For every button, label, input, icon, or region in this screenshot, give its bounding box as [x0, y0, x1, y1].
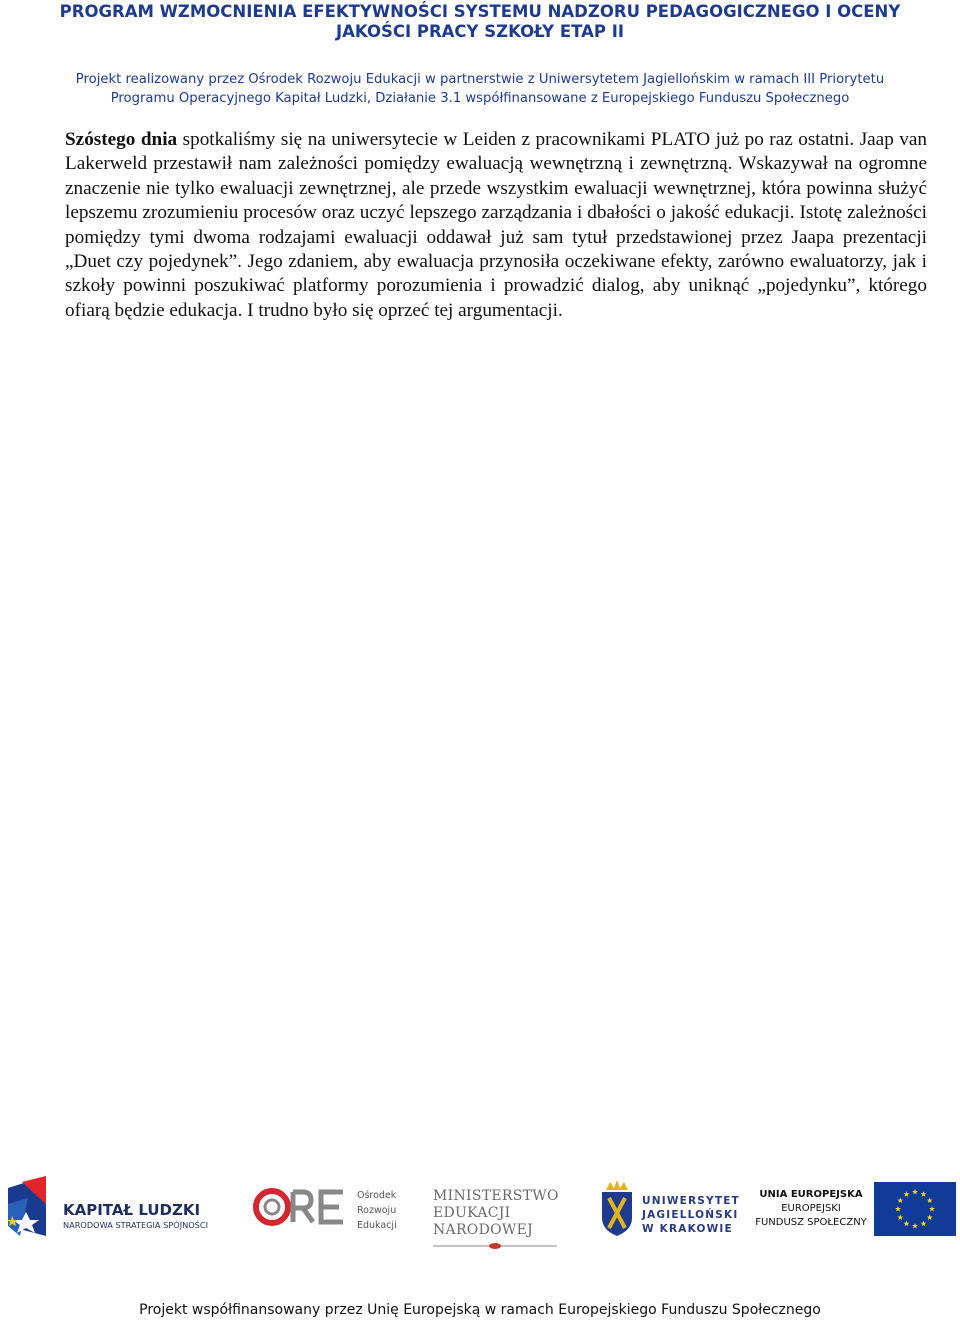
ore-line1: Ośrodek — [357, 1190, 397, 1201]
uj-line3: W KRAKOWIE — [642, 1223, 733, 1235]
kapital-ludzki-name: KAPITAŁ LUDZKI — [63, 1201, 201, 1219]
uj-line2: JAGIELLOŃSKI — [642, 1209, 739, 1221]
eu-line2: EUROPEJSKI — [781, 1203, 841, 1214]
eu-logo — [754, 1182, 954, 1242]
ore-line2: Rozwoju — [357, 1205, 397, 1216]
eu-text-block — [754, 1188, 868, 1230]
men-logo — [433, 1188, 563, 1258]
ore-mark-icon — [253, 1188, 349, 1232]
document-header-title — [30, 2, 930, 42]
body-paragraph — [65, 128, 927, 323]
uj-line1: UNIWERSYTET — [642, 1195, 740, 1207]
logo-strip — [0, 1170, 960, 1260]
kapital-ludzki-tagline: NARODOWA STRATEGIA SPÓJNOŚCI — [63, 1220, 209, 1230]
uj-logo — [600, 1180, 740, 1250]
men-line3: NARODOWEJ — [433, 1222, 534, 1238]
men-text-block — [433, 1188, 563, 1239]
document-footer: Projekt współfinansowany przez Unię Europejską w ramach Europejskiego Funduszu Społecznego — [139, 1302, 821, 1318]
header-title-line1: PROGRAM WZMOCNIENIA EFEKTYWNOŚCI SYSTEMU NADZORU PEDAGOGICZNEGO I OCENY — [59, 2, 901, 21]
kapital-ludzki-logo — [6, 1174, 216, 1244]
eu-line1: UNIA EUROPEJSKA — [759, 1189, 863, 1200]
men-line1: MINISTERSTWO — [433, 1188, 559, 1204]
uj-text-block — [642, 1194, 740, 1236]
header-subtitle-line2: Programu Operacyjnego Kapitał Ludzki, Działanie 3.1 współfinansowane z Europejskiego Funduszu Społecznego — [110, 91, 850, 106]
body-paragraph-text: spotkaliśmy się na uniwersytecie w Leiden z pracownikami PLATO już po raz ostatni. Jaap van Lakerweld przestawił nam zależności pomiędzy ewaluacją wewnętrzną i zewnętrzną. Wskazywał na ogromne znaczenie nie tylko ewaluacji zewnętrznej, ale przede wszystkim ewaluacji wewnętrznej, która powinna służyć lepszemu zrozumieniu procesów oraz uczyć lepszego zarządzania i dbałości o jakość edukacji. Istotę zależności pomiędzy tymi dwoma rodzajami ewaluacji oddawał już sam tytuł przedstawionej przez Jaapa prezentacji „Duet czy pojedynek”. Jego zdaniem, aby ewaluacja przynosiła oczekiwane efekty, zarówno ewaluatorzy, jak i szkoły powinni poszukiwać platformy porozumienia i prowadzić dialog, aby uniknąć „pojedynku”, którego ofiarą będzie edukacja. I trudno było się oprzeć tej argumentacji. — [65, 129, 928, 321]
eu-flag-icon — [874, 1182, 956, 1236]
body-lead-bold: Szóstego dnia — [65, 129, 178, 150]
men-underline-icon — [433, 1242, 557, 1250]
men-line2: EDUKACJI — [433, 1205, 511, 1221]
header-subtitle-line1: Projekt realizowany przez Ośrodek Rozwoju Edukacji w partnerstwie z Uniwersytetem Jagiellońskim w ramach III Priorytetu — [75, 72, 885, 87]
eu-line3: FUNDUSZ SPOŁECZNY — [755, 1217, 867, 1228]
ore-logo — [253, 1184, 413, 1244]
document-header-subtitle — [40, 70, 920, 108]
kapital-ludzki-icon — [6, 1174, 48, 1240]
ore-text-block — [357, 1188, 397, 1233]
ore-line3: Edukacji — [357, 1220, 397, 1231]
header-title-line2: JAKOŚCI PRACY SZKOŁY ETAP II — [336, 22, 624, 41]
uj-crest-icon — [600, 1180, 634, 1236]
